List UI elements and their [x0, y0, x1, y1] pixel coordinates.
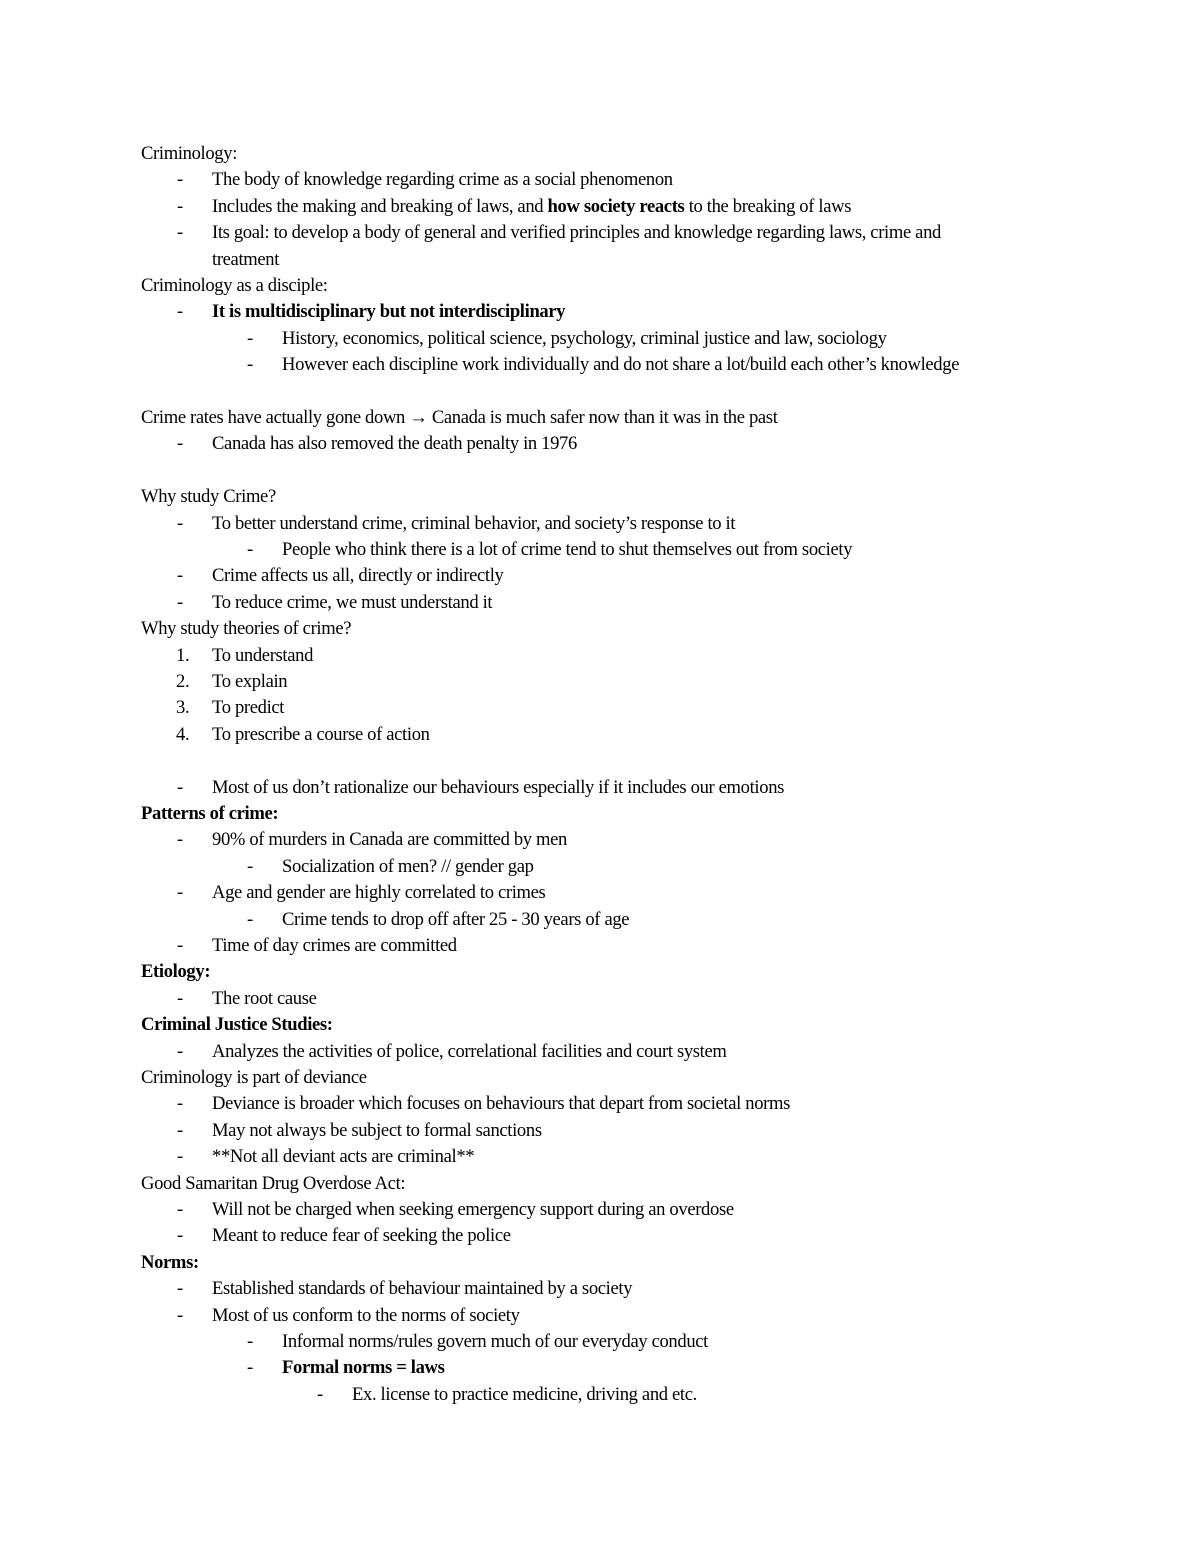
list-item	[212, 1199, 734, 1221]
list-item	[212, 671, 287, 693]
section-heading	[141, 1173, 405, 1195]
item-text: Canada has also removed the death penalty in 1976	[212, 433, 577, 455]
bullet-dash: -	[247, 539, 253, 560]
item-text-bold: Norms:	[141, 1251, 199, 1273]
bullet-dash: -	[247, 1331, 253, 1352]
item-text: Will not be charged when seeking emergency support during an overdose	[212, 1199, 734, 1220]
section-heading	[141, 486, 276, 508]
item-text: To prescribe a course of action	[212, 723, 430, 745]
item-text-bold: Etiology:	[141, 961, 211, 983]
section-heading	[141, 1014, 333, 1036]
bullet-dash: -	[177, 829, 183, 851]
bullet-dash: -	[177, 565, 183, 587]
list-item	[212, 1120, 542, 1142]
list-item	[212, 169, 673, 191]
list-item	[282, 1331, 708, 1353]
bullet-dash: -	[177, 169, 183, 191]
list-item	[282, 539, 852, 561]
bullet-dash: -	[177, 433, 183, 455]
item-text: Informal norms/rules govern much of our everyday conduct	[282, 1331, 708, 1352]
item-text: Criminology as a disciple:	[141, 275, 328, 296]
list-item	[212, 882, 545, 904]
list-item	[212, 301, 565, 323]
item-text: To predict	[212, 697, 285, 719]
list-number: 4.	[176, 723, 190, 745]
list-item	[282, 1357, 445, 1379]
item-text-bold: It is multidisciplinary but not interdisciplinary	[212, 301, 566, 323]
list-item	[212, 935, 457, 957]
list-item	[212, 724, 430, 746]
bullet-dash: -	[247, 354, 253, 376]
item-text: Time of day crimes are committed	[212, 935, 457, 956]
bullet-dash: -	[177, 1040, 183, 1062]
section-heading	[141, 407, 778, 429]
section-heading	[141, 143, 237, 165]
bullet-dash: -	[247, 908, 253, 930]
list-item	[212, 592, 492, 614]
item-text: Analyzes the activities of police, correlational facilities and court system	[212, 1040, 727, 1062]
list-item	[212, 1041, 727, 1063]
item-text: Why study theories of crime?	[141, 618, 352, 640]
item-text-bold: Formal norms = laws	[282, 1357, 445, 1379]
bullet-dash: -	[247, 855, 253, 877]
bullet-dash: -	[247, 327, 253, 349]
item-text: Crime tends to drop off after 25 - 30 years of age	[282, 908, 630, 930]
item-text: **Not all deviant acts are criminal**	[212, 1146, 475, 1168]
item-text: Includes the making and breaking of laws, and	[212, 195, 548, 217]
item-text: To better understand crime, criminal behavior, and society’s response to it	[212, 512, 736, 534]
section-heading	[141, 961, 210, 983]
item-text: Meant to reduce fear of seeking the police	[212, 1225, 511, 1247]
bullet-dash: -	[177, 1119, 183, 1141]
list-item	[212, 777, 784, 799]
item-text: The body of knowledge regarding crime as a social phenomenon	[212, 169, 673, 191]
bullet-dash: -	[177, 935, 183, 956]
list-item	[212, 1093, 790, 1115]
item-text: Ex. license to practice medicine, driving and etc.	[352, 1383, 697, 1405]
list-number: 1.	[176, 644, 190, 666]
item-text: Criminology is part of deviance	[141, 1067, 367, 1088]
bullet-dash: -	[177, 222, 183, 244]
bullet-dash: -	[177, 776, 183, 798]
bullet-dash: -	[247, 1357, 253, 1379]
list-item	[282, 909, 629, 931]
section-heading	[141, 803, 278, 825]
list-item-continuation	[212, 249, 279, 271]
section-heading	[141, 275, 328, 297]
item-text: Crime rates have actually gone down → Canada is much safer now than it was in the past	[141, 407, 778, 428]
list-number: 3.	[176, 697, 190, 719]
list-item	[282, 328, 887, 350]
bullet-dash: -	[177, 512, 183, 534]
bullet-dash: -	[177, 1278, 183, 1300]
list-item	[212, 1278, 632, 1300]
bullet-dash: -	[177, 1304, 183, 1326]
item-text: Good Samaritan Drug Overdose Act:	[141, 1172, 406, 1194]
item-text: However each discipline work individually and do not share a lot/build each other’s knowledge	[282, 354, 960, 376]
item-text: Most of us conform to the norms of society	[212, 1304, 520, 1326]
list-item	[212, 1305, 520, 1327]
bullet-dash: -	[317, 1383, 323, 1405]
item-text: History, economics, political science, psychology, criminal justice and law, sociology	[282, 327, 887, 349]
item-text: 90% of murders in Canada are committed by men	[212, 829, 567, 851]
bullet-dash: -	[177, 301, 183, 323]
bullet-dash: -	[177, 195, 183, 217]
bullet-dash: -	[177, 1199, 183, 1220]
item-text: To understand	[212, 644, 314, 666]
list-item	[352, 1384, 697, 1406]
item-text: Age and gender are highly correlated to crimes	[212, 882, 546, 904]
item-text: To reduce crime, we must understand it	[212, 591, 493, 613]
item-text: Deviance is broader which focuses on behaviours that depart from societal norms	[212, 1093, 791, 1115]
item-text: People who think there is a lot of crime tend to shut themselves out from society	[282, 539, 853, 560]
bullet-dash: -	[177, 882, 183, 904]
item-text: Why study Crime?	[141, 486, 276, 508]
list-item	[212, 433, 577, 455]
item-text: Crime affects us all, directly or indirectly	[212, 565, 504, 587]
list-number: 2.	[176, 671, 190, 692]
item-text-bold: Criminal Justice Studies:	[141, 1014, 333, 1036]
list-item	[212, 1225, 511, 1247]
list-item	[212, 988, 317, 1010]
item-text: The root cause	[212, 987, 317, 1009]
bullet-dash: -	[177, 987, 183, 1009]
bullet-dash: -	[177, 1093, 183, 1115]
list-item	[212, 645, 313, 667]
item-text: To explain	[212, 671, 288, 692]
section-heading	[141, 1252, 199, 1274]
section-heading	[141, 618, 351, 640]
item-text: treatment	[212, 248, 280, 270]
list-item	[212, 697, 284, 719]
bullet-dash: -	[177, 1146, 183, 1168]
item-text: Established standards of behaviour maintained by a society	[212, 1278, 633, 1300]
list-item	[212, 222, 941, 244]
item-text: Its goal: to develop a body of general and verified principles and knowledge regarding laws, crime and	[212, 222, 941, 244]
item-text: Most of us don’t rationalize our behaviours especially if it includes our emotions	[212, 776, 785, 798]
list-item	[212, 1146, 474, 1168]
list-item	[212, 196, 851, 218]
item-text: May not always be subject to formal sanctions	[212, 1119, 542, 1141]
item-text: Criminology:	[141, 143, 238, 164]
list-item	[212, 565, 503, 587]
list-item	[212, 513, 735, 535]
item-text: Socialization of men? // gender gap	[282, 855, 534, 877]
item-text-bold: how society reacts	[547, 195, 685, 217]
item-text-bold: Patterns of crime:	[141, 803, 279, 824]
bullet-dash: -	[177, 1225, 183, 1247]
section-heading	[141, 1067, 367, 1089]
list-item	[282, 354, 959, 376]
item-text: to the breaking of laws	[684, 195, 852, 217]
list-item	[212, 829, 567, 851]
list-item	[282, 856, 534, 878]
bullet-dash: -	[177, 591, 183, 613]
